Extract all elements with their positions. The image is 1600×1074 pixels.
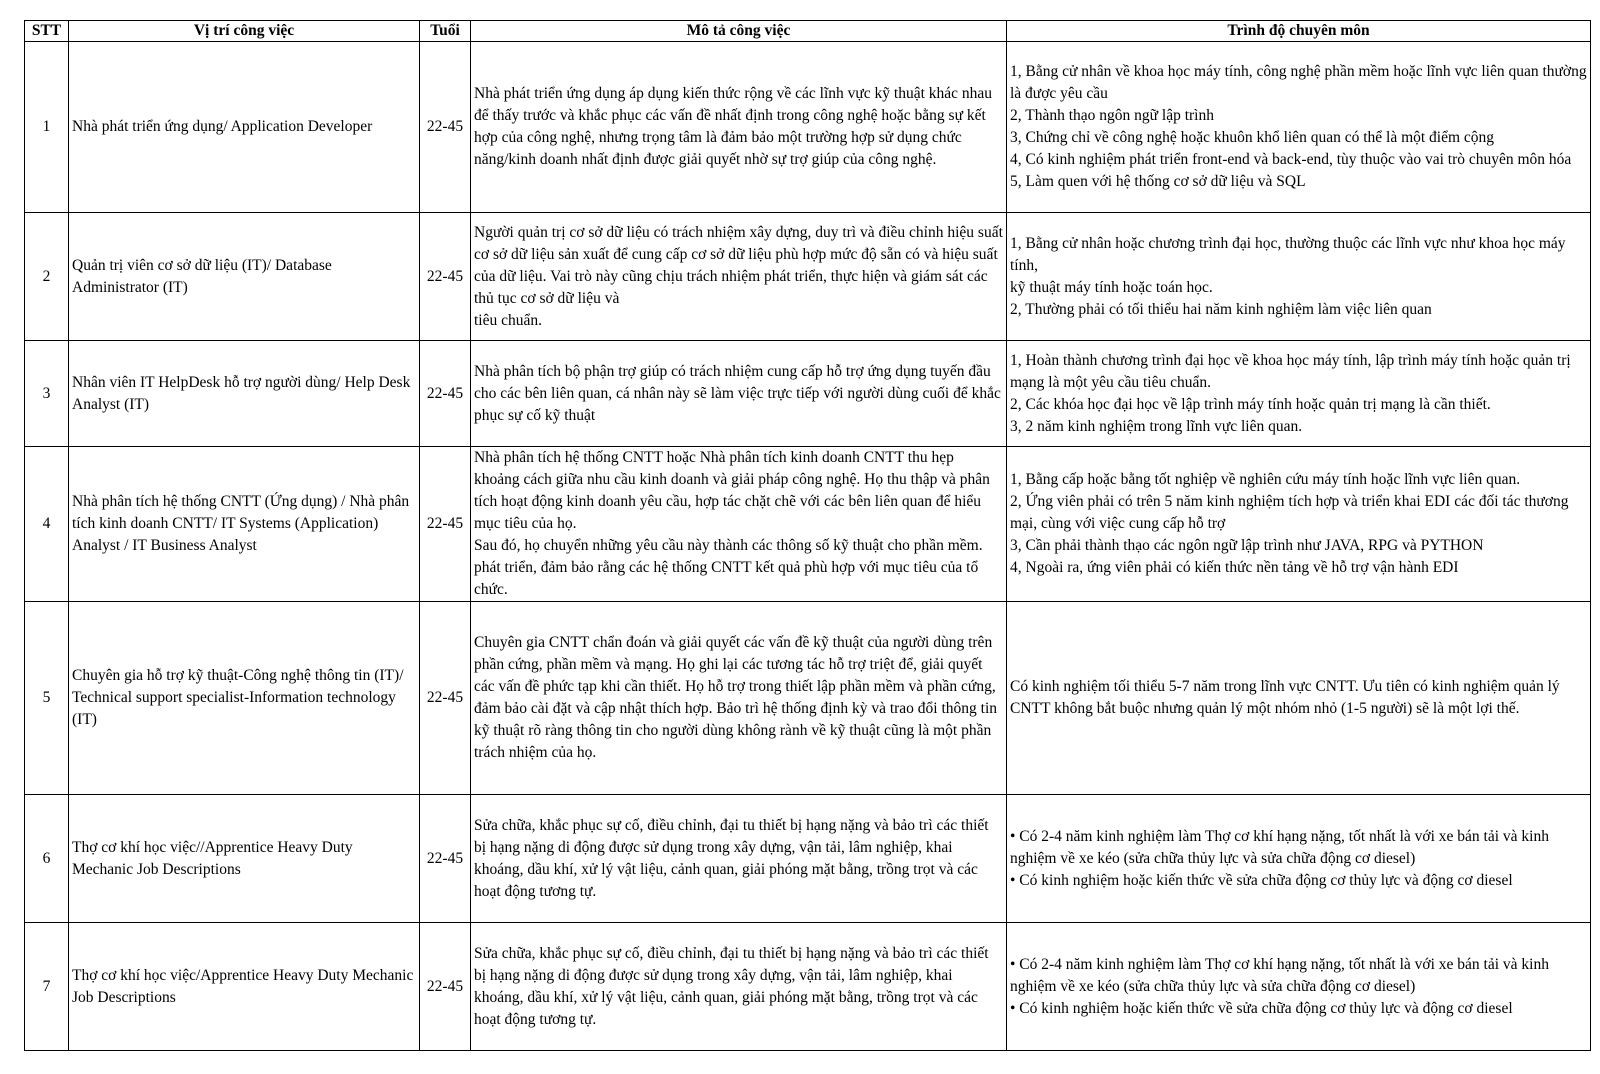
header-qualification: Trình độ chuyên môn xyxy=(1007,21,1591,42)
header-description: Mô tả công việc xyxy=(471,21,1007,42)
description-paragraph: Người quản trị cơ sở dữ liệu có trách nhiệm xây dựng, duy trì và điều chỉnh hiệu suất cơ sở dữ liệu sản xuất để cung cấp cơ sở dữ liệu phù hợp mức độ sẵn có và hiệu suất của dữ liệu. Vai trò này cũng chịu trách nhiệm phát triển, thực hiện và giám sát các thủ tục cơ sở dữ liệu và xyxy=(474,223,1003,307)
qualification xyxy=(1007,923,1591,1051)
qualification xyxy=(1007,213,1591,341)
table-row xyxy=(25,923,1591,1051)
header-stt: STT xyxy=(25,21,69,42)
description-paragraph: Nhà phân tích bộ phận trợ giúp có trách nhiệm cung cấp hỗ trợ ứng dụng tuyến đầu cho các bên liên quan, cá nhân này sẽ làm việc trực tiếp với người dùng cuối để khắc phục sự cố kỹ thuật xyxy=(474,362,1001,424)
qualification-item: 3, Cần phải thành thạo các ngôn ngữ lập trình như JAVA, RPG và PYTHON xyxy=(1010,537,1484,554)
job-description xyxy=(471,42,1007,213)
job-description xyxy=(471,795,1007,923)
qualification-item: • Có kinh nghiệm hoặc kiến thức về sửa chữa động cơ thủy lực và động cơ diesel xyxy=(1010,999,1513,1017)
qualification-item: 2, Ứng viên phải có trên 5 năm kinh nghiệm tích hợp và triển khai EDI các đối tác thương mại, cùng với việc cung cấp hỗ trợ xyxy=(1010,493,1569,532)
qualification-item: 4, Ngoài ra, ứng viên phải có kiến thức nền tảng về hỗ trợ vận hành EDI xyxy=(1010,559,1459,576)
row-number: 4 xyxy=(25,447,69,602)
qualification-item: 1, Hoàn thành chương trình đại học về khoa học máy tính, lập trình máy tính hoặc quản trị mạng là một yêu cầu tiêu chuẩn. xyxy=(1010,351,1571,391)
row-number: 7 xyxy=(25,923,69,1051)
header-row xyxy=(25,21,1591,42)
age-range: 22-45 xyxy=(420,923,471,1051)
table-row xyxy=(25,213,1591,341)
age-range: 22-45 xyxy=(420,341,471,447)
age-range: 22-45 xyxy=(420,42,471,213)
job-table xyxy=(24,20,1591,1051)
qualification xyxy=(1007,795,1591,923)
job-description xyxy=(471,341,1007,447)
qualification xyxy=(1007,341,1591,447)
qualification-item: • Có 2-4 năm kinh nghiệm làm Thợ cơ khí hạng nặng, tốt nhất là với xe bán tải và kinh nghiệm về xe kéo (sửa chữa thủy lực và sửa chữa động cơ diesel) xyxy=(1010,955,1549,995)
qualification xyxy=(1007,602,1591,795)
qualification xyxy=(1007,42,1591,213)
qualification-item: 3, 2 năm kinh nghiệm trong lĩnh vực liên quan. xyxy=(1010,417,1303,435)
description-paragraph: Nhà phát triển ứng dụng áp dụng kiến thức rộng về các lĩnh vực kỹ thuật khác nhau để thấy trước và khắc phục các vấn đề nhất định trong công nghệ hoặc bằng sự kết hợp của công nghệ, nhưng trọng tâm là đảm bảo một trường hợp sử dụng chức năng/kinh doanh nhất định được giải quyết nhờ sự trợ giúp của công nghệ. xyxy=(474,85,993,168)
table-row xyxy=(25,447,1591,602)
description-paragraph: Sau đó, họ chuyển những yêu cầu này thành các thông số kỹ thuật cho phần mềm. phát triển, đảm bảo rằng các hệ thống CNTT kết quả phù hợp với mục tiêu của tổ chức. xyxy=(474,537,983,598)
qualification-item: 5, Làm quen với hệ thống cơ sở dữ liệu và SQL xyxy=(1010,173,1306,190)
table-row xyxy=(25,795,1591,923)
job-description xyxy=(471,447,1007,602)
table-row xyxy=(25,341,1591,447)
qualification-item: 2, Các khóa học đại học về lập trình máy tính hoặc quản trị mạng là cần thiết. xyxy=(1010,395,1491,413)
description-paragraph: Nhà phân tích hệ thống CNTT hoặc Nhà phân tích kinh doanh CNTT thu hẹp khoảng cách giữa nhu cầu kinh doanh và giải pháp công nghệ. Họ thu thập và phân tích hoạt động kinh doanh yêu cầu, hợp tác chặt chẽ với các bên liên quan để hiểu mục tiêu của họ. xyxy=(474,449,990,532)
qualification-item: 2, Thành thạo ngôn ngữ lập trình xyxy=(1010,107,1214,124)
job-position: Chuyên gia hỗ trợ kỹ thuật-Công nghệ thông tin (IT)/ Technical support specialist-Information technology (IT) xyxy=(69,602,420,795)
qualification-item: • Có 2-4 năm kinh nghiệm làm Thợ cơ khí hạng nặng, tốt nhất là với xe bán tải và kinh nghiệm về xe kéo (sửa chữa thủy lực và sửa chữa động cơ diesel) xyxy=(1010,827,1549,867)
job-position: Nhà phân tích hệ thống CNTT (Ứng dụng) / Nhà phân tích kinh doanh CNTT/ IT Systems (Application) Analyst / IT Business Analyst xyxy=(69,447,420,602)
job-position: Nhà phát triển ứng dụng/ Application Developer xyxy=(69,42,420,213)
table-row xyxy=(25,602,1591,795)
job-position: Nhân viên IT HelpDesk hỗ trợ người dùng/ Help Desk Analyst (IT) xyxy=(69,341,420,447)
job-description xyxy=(471,923,1007,1051)
qualification-item: Có kinh nghiệm tối thiểu 5-7 năm trong lĩnh vực CNTT. Ưu tiên có kinh nghiệm quản lý CNTT không bắt buộc nhưng quản lý một nhóm nhỏ (1-5 người) sẽ là một lợi thế. xyxy=(1010,678,1560,717)
job-position: Quản trị viên cơ sở dữ liệu (IT)/ Database Administrator (IT) xyxy=(69,213,420,341)
row-number: 6 xyxy=(25,795,69,923)
table-row xyxy=(25,42,1591,213)
age-range: 22-45 xyxy=(420,213,471,341)
row-number: 2 xyxy=(25,213,69,341)
qualification-item: 1, Bằng cấp hoặc bằng tốt nghiệp về nghiên cứu máy tính hoặc lĩnh vực liên quan. xyxy=(1010,471,1521,488)
qualification-item: 3, Chứng chỉ về công nghệ hoặc khuôn khổ liên quan có thể là một điểm cộng xyxy=(1010,129,1495,146)
header-position: Vị trí công việc xyxy=(69,21,420,42)
age-range: 22-45 xyxy=(420,447,471,602)
description-paragraph: tiêu chuẩn. xyxy=(474,311,543,329)
description-paragraph: Sửa chữa, khắc phục sự cố, điều chỉnh, đại tu thiết bị hạng nặng và bảo trì các thiết bị hạng nặng di động được sử dụng trong xây dựng, vận tải, lâm nghiệp, khai khoáng, dầu khí, xử lý vật liệu, cảnh quan, giải phóng mặt bằng, trồng trọt và các hoạt động tương tự. xyxy=(474,816,989,900)
qualification-item: • Có kinh nghiệm hoặc kiến thức về sửa chữa động cơ thủy lực và động cơ diesel xyxy=(1010,871,1513,889)
row-number: 1 xyxy=(25,42,69,213)
row-number: 3 xyxy=(25,341,69,447)
qualification-item: 1, Bằng cử nhân về khoa học máy tính, công nghệ phần mềm hoặc lĩnh vực liên quan thường là được yêu cầu xyxy=(1010,63,1587,102)
age-range: 22-45 xyxy=(420,795,471,923)
qualification xyxy=(1007,447,1591,602)
description-paragraph: Sửa chữa, khắc phục sự cố, điều chỉnh, đại tu thiết bị hạng nặng và bảo trì các thiết bị hạng nặng di động được sử dụng trong xây dựng, vận tải, lâm nghiệp, khai khoáng, dầu khí, xử lý vật liệu, cảnh quan, giải phóng mặt bằng, trồng trọt và các hoạt động tương tự. xyxy=(474,944,989,1028)
header-age: Tuổi xyxy=(420,21,471,42)
job-description xyxy=(471,602,1007,795)
qualification-item: 2, Thường phải có tối thiểu hai năm kinh nghiệm làm việc liên quan xyxy=(1010,300,1432,318)
job-position: Thợ cơ khí học việc/Apprentice Heavy Duty Mechanic Job Descriptions xyxy=(69,923,420,1051)
description-paragraph: Chuyên gia CNTT chẩn đoán và giải quyết các vấn đề kỹ thuật của người dùng trên phần cứng, phần mềm và mạng. Họ ghi lại các tương tác hỗ trợ triệt để, giải quyết các vấn đề phức tạp khi cần thiết. Họ hỗ trợ trong thiết lập phần mềm và phần cứng, đảm bảo cài đặt và cập nhật thích hợp. Bảo trì hệ thống định kỳ và trao đổi thông tin kỹ thuật rõ ràng thông tin cho người dùng không rành về kỹ thuật cũng là một phần trách nhiệm của họ. xyxy=(474,634,998,761)
row-number: 5 xyxy=(25,602,69,795)
qualification-item: 1, Bằng cử nhân hoặc chương trình đại học, thường thuộc các lĩnh vực như khoa học máy tính, xyxy=(1010,234,1566,274)
age-range: 22-45 xyxy=(420,602,471,795)
qualification-item: 4, Có kinh nghiệm phát triển front-end và back-end, tùy thuộc vào vai trò chuyên môn hóa xyxy=(1010,151,1572,168)
qualification-item: kỹ thuật máy tính hoặc toán học. xyxy=(1010,278,1213,296)
job-position: Thợ cơ khí học việc//Apprentice Heavy Duty Mechanic Job Descriptions xyxy=(69,795,420,923)
job-description xyxy=(471,213,1007,341)
